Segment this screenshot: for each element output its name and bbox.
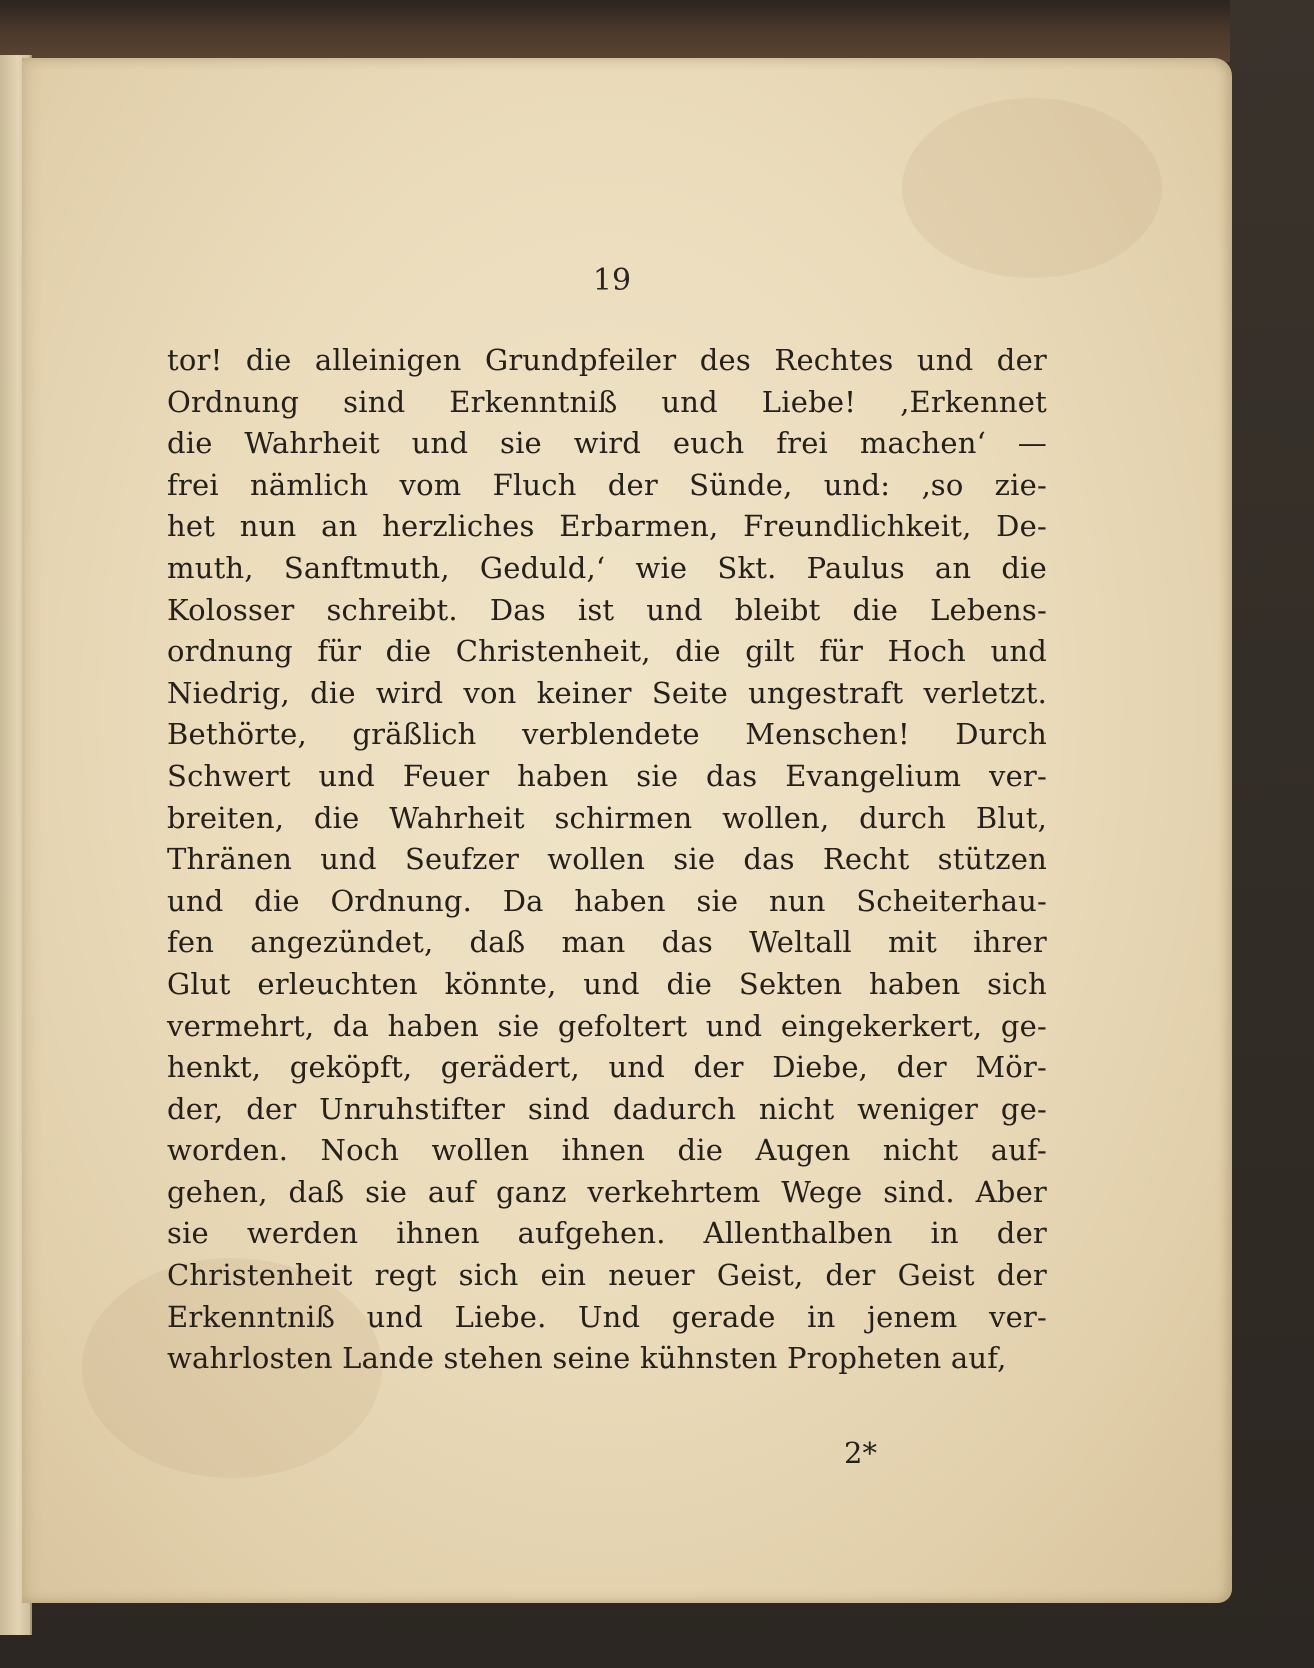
text-line: breiten, die Wahrheit schirmen wollen, durch Blut, bbox=[167, 800, 1047, 835]
text-line: muth, Sanftmuth, Geduld,‘ wie Skt. Paulus an die bbox=[167, 550, 1047, 585]
text-line: Erkenntniß und Liebe. Und gerade in jenem ver- bbox=[167, 1299, 1047, 1334]
text-line: wahrlosten Lande stehen seine kühnsten Propheten auf, bbox=[167, 1341, 1007, 1376]
page-sheet bbox=[22, 58, 1232, 1603]
page-number: 19 bbox=[592, 263, 632, 298]
text-line: worden. Noch wollen ihnen die Augen nicht auf- bbox=[167, 1133, 1047, 1168]
text-line: Glut erleuchten könnte, und die Sekten haben sich bbox=[167, 966, 1047, 1001]
text-line: Schwert und Feuer haben sie das Evangelium ver- bbox=[167, 758, 1047, 793]
text-line: Thränen und Seufzer wollen sie das Recht stützen bbox=[167, 842, 1047, 877]
text-line: Bethörte, gräßlich verblendete Menschen! Durch bbox=[167, 717, 1047, 752]
text-line: sie werden ihnen aufgehen. Allenthalben in der bbox=[167, 1216, 1047, 1251]
text-line: gehen, daß sie auf ganz verkehrtem Wege sind. Aber bbox=[167, 1174, 1047, 1209]
text-line: henkt, geköpft, gerädert, und der Diebe, der Mör- bbox=[167, 1050, 1047, 1085]
text-line: Ordnung sind Erkenntniß und Liebe! ‚Erkennet bbox=[167, 384, 1047, 419]
text-line: Christenheit regt sich ein neuer Geist, der Geist der bbox=[167, 1258, 1047, 1293]
text-line: tor! die alleinigen Grundpfeiler des Rechtes und der bbox=[167, 343, 1047, 377]
signature-mark: 2* bbox=[844, 1436, 877, 1470]
text-line: Niedrig, die wird von keiner Seite ungestraft verletzt. bbox=[167, 675, 1047, 710]
paper-stain bbox=[902, 98, 1162, 278]
text-line: der, der Unruhstifter sind dadurch nicht weniger ge- bbox=[167, 1091, 1047, 1126]
body-text bbox=[167, 340, 1047, 1380]
text-line: Kolosser schreibt. Das ist und bleibt die Lebens- bbox=[167, 592, 1047, 627]
book-top-edge bbox=[0, 0, 1230, 62]
text-line: und die Ordnung. Da haben sie nun Scheiterhau- bbox=[167, 883, 1047, 918]
text-line: frei nämlich vom Fluch der Sünde, und: ‚so zie- bbox=[167, 467, 1047, 502]
text-line: vermehrt, da haben sie gefoltert und eingekerkert, ge- bbox=[167, 1008, 1047, 1043]
text-line: fen angezündet, daß man das Weltall mit ihrer bbox=[167, 925, 1047, 960]
text-line: die Wahrheit und sie wird euch frei machen‘ — bbox=[167, 426, 1047, 461]
text-line: het nun an herzliches Erbarmen, Freundlichkeit, De- bbox=[167, 509, 1047, 544]
text-line: ordnung für die Christenheit, die gilt für Hoch und bbox=[167, 634, 1047, 669]
